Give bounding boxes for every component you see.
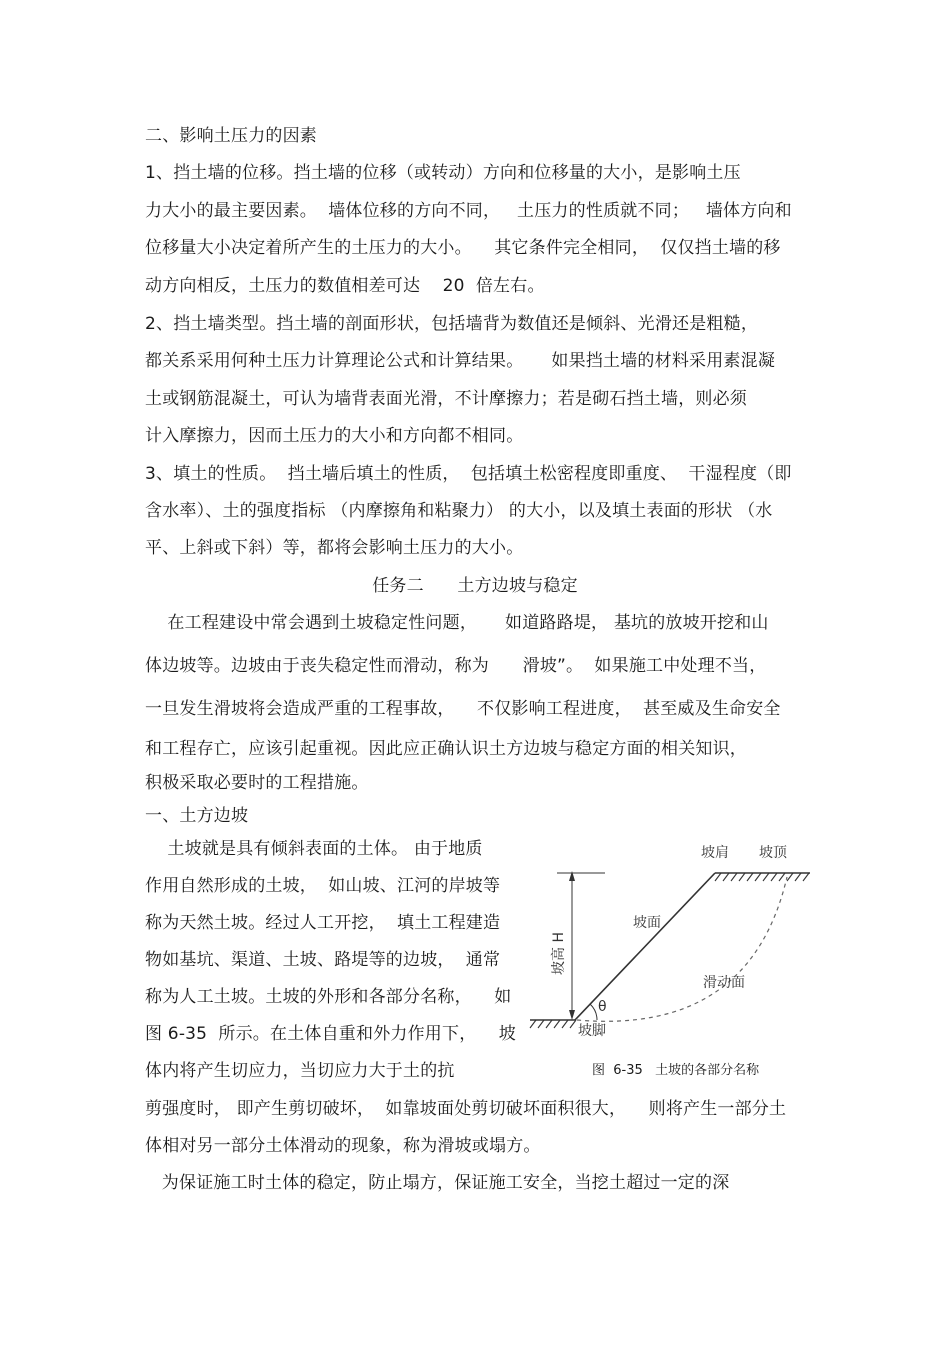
label-shoulder: 坡肩: [701, 845, 729, 861]
paragraph-line: 2、挡土墙类型。挡土墙的剖面形状，包括墙背为数值还是倾斜、光滑还是粗糙，: [145, 314, 759, 334]
paragraph-line: 动方向相反，土压力的数值相差可达 20 倍左右。: [145, 276, 545, 296]
paragraph-line: 土坡就是具有倾斜表面的土体。 由于地质: [145, 839, 483, 859]
task-title: 任务二 土方边坡与稳定: [372, 576, 578, 596]
crest-hatch: [715, 873, 809, 881]
toe-hatch: [530, 1020, 576, 1028]
paragraph-line: 一旦发生滑坡将会造成严重的工程事故， 不仅影响工程进度， 甚至威及生命安全: [145, 699, 781, 719]
paragraph-line: 称为天然土坡。经过人工开挖， 填土工程建造: [145, 913, 501, 933]
slope-diagram: [525, 835, 815, 1039]
angle-arc: [590, 1004, 597, 1020]
label-height: 坡高 H: [551, 932, 567, 975]
paragraph-line: 平、上斜或下斜）等，都将会影响土压力的大小。: [145, 538, 524, 558]
paragraph-line: 体相对另一部分土体滑动的现象，称为滑坡或塌方。: [145, 1136, 541, 1156]
label-toe: 坡脚: [578, 1023, 606, 1039]
label-top: 坡顶: [759, 845, 787, 861]
paragraph-line: 在工程建设中常会遇到土坡稳定性问题， 如道路路堤， 基坑的放坡开挖和山: [145, 613, 769, 633]
label-face: 坡面: [633, 915, 661, 931]
slope-face-line: [575, 873, 715, 1020]
paragraph-line: 力大小的最主要因素。 墙体位移的方向不同， 土压力的性质就不同； 墙体方向和: [145, 201, 792, 221]
figure-caption: 图 6-35 土坡的各部分名称: [592, 1063, 760, 1078]
paragraph-line: 含水率）、土的强度指标 （内摩擦角和粘聚力） 的大小，以及填土表面的形状 （水: [145, 501, 773, 521]
paragraph-line: 物如基坑、渠道、土坡、路堤等的边坡， 通常: [145, 950, 501, 970]
paragraph-line: 体边坡等。边坡由于丧失稳定性而滑动，称为 滑坡”。 如果施工中处理不当，: [145, 656, 767, 676]
label-slip: 滑动面: [703, 975, 745, 991]
label-angle: θ: [598, 999, 607, 1015]
slip-surface-curve: [577, 877, 787, 1021]
paragraph-line: 作用自然形成的土坡， 如山坡、江河的岸坡等: [145, 876, 501, 896]
height-arrow-bottom: [569, 1010, 575, 1020]
paragraph-line: 位移量大小决定着所产生的土压力的大小。 其它条件完全相同， 仅仅挡土墙的移: [145, 238, 781, 258]
paragraph-line: 体内将产生切应力，当切应力大于土的抗: [145, 1061, 455, 1081]
section-heading-slope: 一、土方边坡: [145, 806, 249, 826]
paragraph-line: 称为人工土坡。土坡的外形和各部分名称， 如: [145, 987, 512, 1007]
paragraph-line: 为保证施工时土体的稳定，防止塌方，保证施工安全，当挖土超过一定的深: [145, 1173, 730, 1193]
paragraph-line: 都关系采用何种土压力计算理论公式和计算结果。 如果挡土墙的材料采用素混凝: [145, 351, 776, 371]
section-heading-factors: 二、影响土压力的因素: [145, 126, 317, 146]
paragraph-line: 1、挡土墙的位移。挡土墙的位移（或转动）方向和位移量的大小，是影响土压: [145, 163, 741, 183]
paragraph-line: 3、填土的性质。 挡土墙后填土的性质， 包括填土松密程度即重度、 干湿程度（即: [145, 464, 792, 484]
paragraph-line: 计入摩擦力，因而土压力的大小和方向都不相同。: [145, 426, 524, 446]
paragraph-line: 土或钢筋混凝土，可认为墙背表面光滑，不计摩擦力；若是砌石挡土墙，则必须: [145, 389, 747, 409]
paragraph-line: 图 6-35 所示。在土体自重和外力作用下， 坡: [145, 1024, 517, 1044]
paragraph-line: 积极采取必要时的工程措施。: [145, 773, 369, 793]
paragraph-line: 剪强度时， 即产生剪切破坏， 如靠坡面处剪切破坏面积很大， 则将产生一部分土: [145, 1099, 787, 1119]
paragraph-line: 和工程存亡，应该引起重视。因此应正确认识土方边坡与稳定方面的相关知识，: [145, 739, 747, 759]
